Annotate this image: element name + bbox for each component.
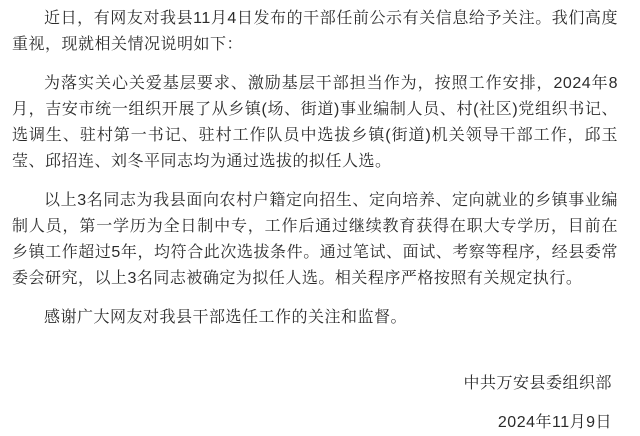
paragraph-intro: 近日，有网友对我县11月4日发布的干部任前公示有关信息给予关注。我们高度重视，现就相关情况说明如下： xyxy=(12,10,618,53)
paragraph-thanks: 感谢广大网友对我县干部选任工作的关注和监督。 xyxy=(44,309,408,326)
paragraph-qualification-explanation: 以上3名同志为我县面向农村户籍定向招生、定向培养、定向就业的乡镇事业编制人员，第一学历为全日制中专，工作后通过继续教育获得在职大专学历，目前在乡镇工作超过5年，均符合此次选拔条件。通过笔试、面试、考察等程序，经县委常委会研究，以上3名同志被确定为拟任人选。相关程序严格按照有关规定执行。 xyxy=(12,192,618,287)
signature-organization: 中共万安县委组织部 xyxy=(463,375,612,392)
paragraph-selection-process: 为落实关心关爱基层要求、激励基层干部担当作为，按照工作安排，2024年8月，吉安市统一组织开展了从乡镇(场、街道)事业编制人员、村(社区)党组织书记、选调生、驻村第一书记、驻村工作队员中选拔乡镇(街道)机关领导干部工作，邱玉莹、邱招连、刘冬平同志均为通过选拔的拟任人选。 xyxy=(12,75,618,170)
signature-date: 2024年11月9日 xyxy=(497,414,612,431)
signature-block xyxy=(12,371,618,436)
